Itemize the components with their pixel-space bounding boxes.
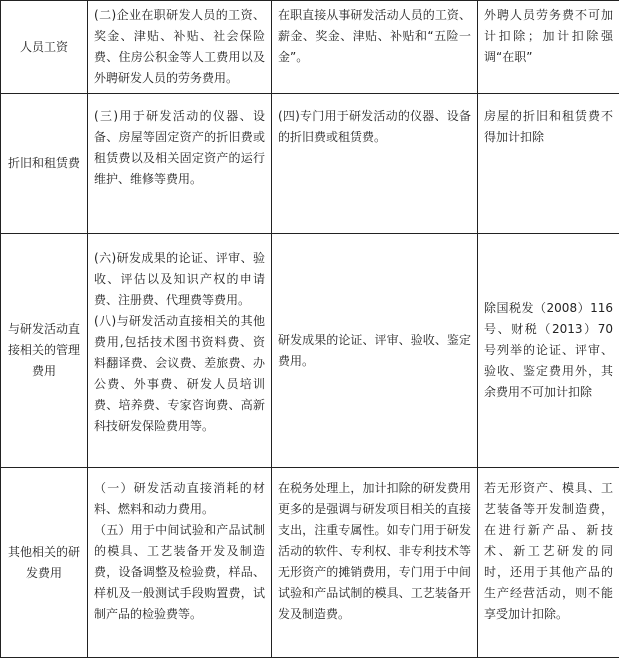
cell-text: 在税务处理上，加计扣除的研发费用更多的是强调与研发项目相关的直接支出，注重专属性。如专门用于研发活动的软件、专利权、非专利技术等无形资产的摊销费用，专门用于中间试验和产品试制的模具、工艺装备开发及制造费。 [278, 478, 471, 625]
cell-text: 在职直接从事研发活动人员的工资、薪金、奖金、津贴、补贴和“五险一金”。 [278, 5, 471, 68]
difference-cell [478, 1, 619, 94]
cell-text: 外聘人员劳务费不可加计扣除；加计扣除强调“在职” [484, 5, 613, 68]
cell-text: (三)用于研发活动的仪器、设备、房屋等固定资产的折旧费或租赁费以及相关固定资产的运行维护、维修等费用。 [94, 106, 265, 190]
cell-text: 若无形资产、模具、工艺装备等开发制造费，在进行新产品、新技术、新工艺研发的同时，还用于其他产品的生产经营活动，则不能享受加计扣除。 [484, 478, 613, 625]
difference-cell [478, 94, 619, 234]
tax-deduction-cell [272, 234, 478, 468]
tax-deduction-cell [272, 94, 478, 234]
category-label: 其他相关的研发费用 [8, 545, 80, 580]
category-cell [1, 1, 88, 94]
cell-text: 房屋的折旧和租赁费不得加计扣除 [484, 106, 613, 148]
cell-text: 研发成果的论证、评审、验收、鉴定费用。 [278, 330, 471, 372]
tax-deduction-cell [272, 1, 478, 94]
category-label: 折旧和租赁费 [8, 156, 80, 170]
cell-text: (六)研发成果的论证、评审、验收、评估以及知识产权的申请费、注册费、代理费等费用。 [94, 248, 265, 311]
table-row [1, 234, 619, 468]
table-row [1, 1, 619, 94]
category-cell [1, 234, 88, 468]
table-row [1, 94, 619, 234]
enterprise-accounting-cell [88, 234, 272, 468]
category-label: 人员工资 [20, 40, 68, 54]
cell-text: （一）研发活动直接消耗的材料、燃料和动力费用。 [94, 478, 265, 520]
table-row [1, 468, 619, 658]
enterprise-accounting-cell [88, 468, 272, 658]
difference-cell [478, 234, 619, 468]
cell-text: 除国税发（2008）116号、财税（2013）70号列举的论证、评审、验收、鉴定费用外，其余费用不可加计扣除 [484, 298, 613, 403]
cell-text: （五）用于中间试验和产品试制的模具、工艺装备开发及制造费，设备调整及检验费，样品、样机及一般测试手段购置费，试制产品的检验费等。 [94, 520, 265, 625]
tax-deduction-cell [272, 468, 478, 658]
cell-text: (八)与研发活动直接相关的其他费用,包括技术图书资料费、资料翻译费、会议费、差旅费、办公费、外事费、研发人员培训费、培养费、专家咨询费、高新科技研发保险费用等。 [94, 311, 265, 437]
category-cell [1, 94, 88, 234]
enterprise-accounting-cell [88, 1, 272, 94]
enterprise-accounting-cell [88, 94, 272, 234]
category-label: 与研发活动直接相关的管理费用 [8, 322, 80, 378]
difference-cell [478, 468, 619, 658]
cell-text: (四)专门用于研发活动的仪器、设备的折旧费或租赁费。 [278, 106, 471, 148]
cell-text: (二)企业在职研发人员的工资、奖金、津贴、补贴、社会保险费、住房公积金等人工费用以及外聘研发人员的劳务费用。 [94, 5, 265, 89]
category-cell [1, 468, 88, 658]
